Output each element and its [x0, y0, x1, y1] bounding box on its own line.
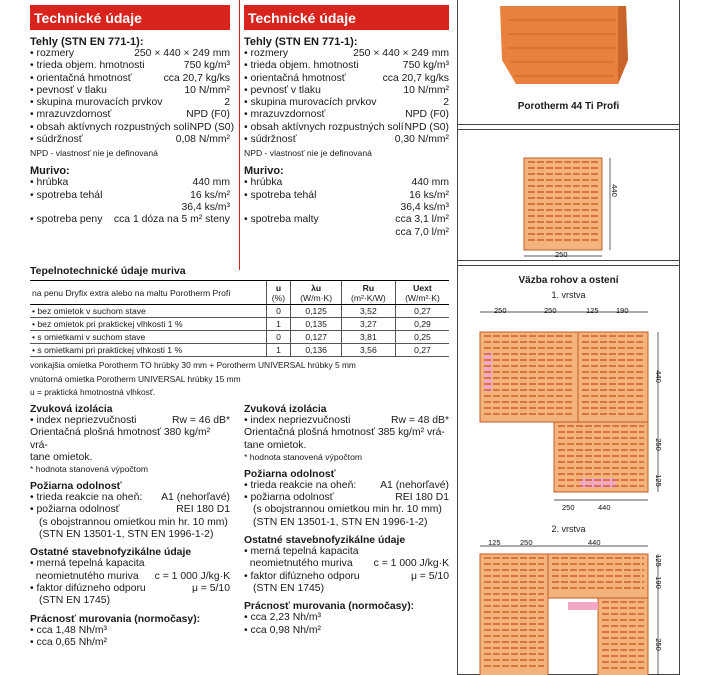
spec-label: • spotreba tehál — [244, 190, 316, 202]
spec-value: REI 180 D1 — [176, 504, 230, 516]
physics-title: Ostatné stavebnofyzikálne údaje — [30, 547, 192, 559]
spec-value: cca 1 dóza na 5 m² steny — [113, 214, 230, 226]
spec-label: • hrúbka — [244, 177, 282, 189]
bond-title: Väzba rohov a ostení — [518, 275, 619, 286]
spec-value: 0,08 N/mm² — [175, 134, 230, 146]
bricks-list — [244, 48, 449, 146]
spec-value: 36,4 ks/m³ — [400, 201, 449, 213]
thermal-cell: 3,52 — [341, 305, 395, 318]
fire-text: (s obojstrannou omietkou min hr. 10 mm) — [39, 516, 228, 528]
layer1-dim-right: 250 — [653, 438, 663, 451]
thermal-header-row — [30, 281, 449, 305]
thermal-cell: 3,56 — [341, 344, 395, 357]
spec-value: NPD (F0) — [186, 109, 230, 121]
spec-value: A1 (nehorľavé) — [380, 479, 449, 491]
technical-data-column-left — [30, 0, 235, 227]
thermal-col-header — [266, 281, 291, 305]
thermal-cell: 1 — [266, 344, 291, 357]
thermal-cell: 0,27 — [395, 344, 449, 357]
spec-row — [30, 214, 230, 226]
spec-label: • rozmery — [30, 48, 74, 60]
col-symbol: Ru — [362, 282, 375, 293]
spec-row — [244, 214, 449, 226]
thermal-row — [30, 318, 449, 331]
spec-value: Rw = 46 dB* — [171, 415, 230, 426]
spec-label: neomietnutého muriva — [35, 570, 139, 582]
layer1-dim-top: 250 — [494, 306, 507, 315]
spec-value: 250 × 440 × 249 mm — [134, 48, 230, 59]
spec-value: 10 N/mm² — [184, 84, 230, 96]
spec-value: cca 20,7 kg/ks — [382, 72, 449, 84]
masonry-title: Murivo: — [30, 165, 70, 178]
thermal-cell: 0,136 — [291, 344, 341, 357]
brick-drawing — [458, 130, 681, 260]
spec-row — [244, 122, 449, 134]
column-divider — [239, 0, 240, 270]
masonry-list — [30, 177, 230, 226]
layer1-dim-top: 190 — [616, 306, 629, 315]
labour-title: Prácnosť murovania (normočasy): — [30, 613, 201, 625]
thermal-cell: 0,127 — [291, 331, 341, 344]
thermal-cell: 0,125 — [291, 305, 341, 318]
layer2-dim-right: 250 — [653, 638, 663, 651]
spec-label: • hrúbka — [30, 177, 68, 189]
spec-label: • spotreba tehál — [30, 190, 102, 202]
thermal-cell: 3,81 — [341, 331, 395, 344]
spec-row — [244, 227, 449, 239]
spec-label: • obsah aktívnych rozpustných solí — [244, 122, 404, 134]
physics-title: Ostatné stavebnofyzikálne údaje — [244, 535, 406, 547]
spec-value: cca 3,1 l/m² — [395, 214, 449, 226]
spec-row — [244, 73, 449, 85]
spec-value: 16 ks/m² — [190, 189, 230, 201]
spec-row — [30, 73, 230, 85]
spec-row — [244, 612, 449, 624]
thermal-header-label: na penu Dryfix extra alebo na maltu Porotherm Profi — [30, 281, 266, 305]
spec-label: • trieda objem. hmotnosti — [30, 60, 145, 72]
spec-row — [30, 202, 230, 214]
spec-value: 440 mm — [411, 177, 449, 189]
thermal-cell: 0,29 — [395, 318, 449, 331]
lower-column-left — [30, 404, 230, 649]
spec-row — [244, 202, 449, 214]
physics-text: (STN EN 1745) — [253, 582, 325, 594]
spec-row — [30, 558, 230, 570]
spec-label: • cca 1,48 Nh/m³ — [30, 625, 107, 637]
panel-separator — [458, 260, 679, 266]
spec-row — [30, 571, 230, 583]
technical-data-column-right — [244, 0, 449, 239]
acoustic-note: * hodnota stanovená výpočtom — [244, 451, 363, 462]
spec-label: • pevnosť v tlaku — [244, 85, 321, 97]
spec-label: • merná tepelná kapacita — [244, 546, 359, 558]
spec-value: 16 ks/m² — [409, 189, 449, 201]
spec-row — [244, 558, 449, 570]
spec-row — [244, 48, 449, 60]
spec-row — [244, 177, 449, 189]
section-banner — [244, 0, 449, 30]
spec-value: Rw = 48 dB* — [390, 415, 449, 426]
spec-label: neomietnutého muriva — [249, 558, 353, 570]
spec-label: • pevnosť v tlaku — [30, 85, 107, 97]
layer2-dim-top: 250 — [520, 538, 533, 547]
spec-label: • trieda reakcie na oheň: — [244, 480, 356, 492]
spec-row — [30, 415, 230, 427]
acoustic-text: Orientačná plošná hmotnosť 380 kg/m² vrá- — [30, 427, 211, 451]
spec-row — [244, 492, 449, 504]
col-unit: (m²·K/W) — [350, 292, 386, 303]
spec-value: 750 kg/m³ — [402, 60, 449, 72]
spec-row — [244, 571, 449, 583]
spec-label: • orientačná hmotnosť — [30, 73, 132, 85]
thermal-notes — [30, 360, 449, 398]
spec-value: 36,4 ks/m³ — [181, 201, 230, 213]
spec-label — [244, 202, 250, 214]
thermal-row — [30, 344, 449, 357]
spec-row — [30, 134, 230, 146]
layer2-dim-right: 125 — [653, 554, 663, 567]
layer2-drawing — [458, 536, 681, 675]
spec-label: • trieda objem. hmotnosti — [244, 60, 359, 72]
spec-value: μ = 5/10 — [410, 570, 449, 582]
spec-value: 2 — [224, 97, 230, 109]
spec-label: • index nepriezvučnosti — [30, 415, 136, 427]
acoustic-title: Zvuková izolácia — [244, 404, 327, 415]
thermal-row-label: • bez omietok pri praktickej vlhkosti 1 % — [30, 318, 266, 331]
acoustic-text: tane omietok. — [244, 439, 307, 451]
thermal-cell: 0,25 — [395, 331, 449, 344]
thermal-title: Tepelnotechnické údaje muriva — [30, 265, 186, 277]
spec-row — [30, 60, 230, 72]
spec-label: • mrazuvzdornosť — [244, 109, 325, 121]
thermal-note: vonkajšia omietka Porotherm TO hrúbky 30 mm + Porotherm UNIVERSAL hrúbky 5 mm — [30, 360, 356, 370]
spec-value: 440 mm — [192, 177, 230, 189]
spec-row — [30, 121, 235, 134]
spec-value: A1 (nehorľavé) — [161, 492, 230, 504]
spec-label: • obsah aktívnych rozpustných solí — [30, 122, 190, 134]
spec-value: 10 N/mm² — [403, 84, 449, 96]
thermal-cell: 1 — [266, 318, 291, 331]
layer1-dim-bottom: 440 — [598, 503, 611, 512]
spec-row — [244, 85, 449, 97]
thermal-row-label: • s omietkami v suchom stave — [30, 331, 266, 344]
spec-label: • mrazuvzdornosť — [30, 109, 111, 121]
spec-label: • skupina murovacích prvkov — [244, 97, 376, 109]
spec-value: 750 kg/m³ — [183, 60, 230, 72]
col-symbol: λu — [311, 282, 322, 293]
spec-row — [244, 190, 449, 202]
spec-label: • index nepriezvučnosti — [244, 415, 350, 427]
col-unit: (W/m²·K) — [405, 292, 440, 303]
layer1-title: 1. vrstva — [551, 290, 586, 300]
thermal-col-header — [291, 281, 341, 305]
thermal-cell: 3,27 — [341, 318, 395, 331]
spec-row — [30, 109, 230, 121]
spec-row — [30, 48, 230, 60]
thermal-cell: 0 — [266, 331, 291, 344]
col-symbol: u — [275, 282, 282, 293]
thermal-note: u = praktická hmotnostná vlhkosť. — [30, 387, 156, 397]
thermal-col-header — [395, 281, 449, 305]
spec-value: cca 7,0 l/m² — [395, 226, 449, 238]
acoustic-title: Zvuková izolácia — [30, 404, 113, 415]
labour-title: Prácnosť murovania (normočasy): — [244, 601, 415, 613]
spec-row — [244, 415, 449, 427]
layer2-dim-right: 190 — [653, 576, 663, 589]
layer2-dim-top: 440 — [588, 538, 601, 547]
spec-label — [244, 227, 250, 239]
spec-row — [244, 480, 449, 492]
npd-note: NPD - vlastnosť nie je definovaná — [30, 148, 158, 159]
layer2-dim-top: 125 — [488, 538, 501, 547]
spec-label: • faktor difúzneho odporu — [30, 583, 146, 595]
spec-value: μ = 5/10 — [191, 582, 230, 594]
banner-title: Technické údaje — [34, 10, 142, 26]
spec-row — [244, 97, 449, 109]
physics-text: (STN EN 1745) — [39, 595, 111, 607]
spec-value: 2 — [443, 97, 449, 109]
bricks-title: Tehly (STN EN 771-1): — [30, 36, 144, 48]
layer1-dim-right: 440 — [653, 370, 663, 383]
spec-label: • súdržnosť — [30, 134, 83, 146]
acoustic-note: * hodnota stanovená výpočtom — [30, 464, 149, 475]
spec-value: c = 1 000 J/kg·K — [154, 570, 230, 582]
brick-height-label: 440 — [609, 184, 619, 197]
layer1-dim-top: 125 — [586, 306, 599, 315]
fire-title: Požiarna odolnosť — [30, 481, 122, 493]
col-symbol: Uext — [413, 282, 432, 293]
spec-row — [30, 177, 230, 189]
spec-row — [30, 637, 230, 649]
thermal-col-header — [341, 281, 395, 305]
spec-label: • spotreba malty — [244, 214, 319, 226]
layer1-dim-top: 250 — [544, 306, 557, 315]
col-unit: (%) — [271, 292, 286, 303]
spec-label: • faktor difúzneho odporu — [244, 571, 360, 583]
spec-row — [30, 583, 230, 595]
layer1-dim-right: 125 — [653, 474, 663, 487]
thermal-row-label: • s omietkami pri praktickej vlhkosti 1 % — [30, 344, 266, 357]
spec-value: REI 180 D1 — [395, 492, 449, 504]
layer1-dim-bottom: 250 — [562, 503, 575, 512]
spec-value: cca 20,7 kg/ks — [163, 72, 230, 84]
thermal-row — [30, 305, 449, 318]
bricks-title: Tehly (STN EN 771-1): — [244, 36, 358, 48]
acoustic-text: tane omietok. — [30, 451, 93, 463]
spec-row — [30, 97, 230, 109]
spec-value: 250 × 440 × 249 mm — [353, 48, 449, 59]
acoustic-text: Orientačná plošná hmotnosť 385 kg/m² vrá- — [244, 427, 445, 439]
masonry-list — [244, 177, 449, 238]
spec-label: • cca 2,23 Nh/m³ — [244, 612, 321, 624]
npd-note: NPD - vlastnosť nie je definovaná — [244, 148, 372, 159]
col-unit: (W/m·K) — [300, 292, 333, 303]
spec-label: • merná tepelná kapacita — [30, 558, 145, 570]
thermal-row-label: • bez omietok v suchom stave — [30, 305, 266, 318]
fire-text: (s obojstrannou omietkou min hr. 10 mm) — [253, 504, 442, 516]
fire-text: (STN EN 13501-1, STN EN 1996-1-2) — [39, 529, 214, 541]
thermal-cell: 0 — [266, 305, 291, 318]
bricks-list — [30, 48, 235, 146]
layer1-drawing — [458, 300, 681, 510]
thermal-row — [30, 331, 449, 344]
brick-width-label: 250 — [555, 250, 568, 259]
thermal-cell: 0,27 — [395, 305, 449, 318]
layer2-title: 2. vrstva — [551, 524, 586, 534]
spec-label: • požiarna odolnosť — [244, 492, 334, 504]
spec-row — [244, 546, 449, 558]
spec-row — [30, 492, 230, 504]
thermal-data-section — [30, 265, 449, 398]
spec-label: • skupina murovacích prvkov — [30, 97, 162, 109]
spec-row — [30, 190, 230, 202]
spec-label: • požiarna odolnosť — [30, 504, 120, 516]
masonry-title: Murivo: — [244, 165, 284, 178]
section-banner — [30, 0, 230, 30]
spec-value: c = 1 000 J/kg·K — [373, 558, 449, 570]
thermal-cell: 0,135 — [291, 318, 341, 331]
thermal-note: vnútorná omietka Porotherm UNIVERSAL hrúbky 15 mm — [30, 373, 241, 384]
spec-value: NPD (S0) — [404, 121, 449, 133]
spec-label: • rozmery — [244, 48, 288, 60]
spec-row — [244, 134, 449, 146]
spec-label: • orientačná hmotnosť — [244, 73, 346, 85]
spec-row — [244, 60, 449, 72]
fire-text: (STN EN 13501-1, STN EN 1996-1-2) — [253, 516, 428, 528]
spec-label: • cca 0,98 Nh/m² — [244, 625, 321, 637]
spec-row — [30, 625, 230, 637]
product-panel — [457, 0, 680, 675]
fire-title: Požiarna odolnosť — [244, 468, 336, 480]
spec-label: • súdržnosť — [244, 134, 297, 146]
spec-label: • spotreba peny — [30, 214, 102, 226]
spec-row — [244, 625, 449, 637]
spec-value: 0,30 N/mm² — [394, 134, 449, 146]
spec-label — [30, 202, 36, 214]
spec-row — [30, 504, 230, 516]
spec-row — [244, 109, 449, 121]
product-caption: Porotherm 44 Ti Profi — [517, 101, 620, 112]
thermal-table — [30, 280, 449, 357]
spec-label: • trieda reakcie na oheň: — [30, 492, 142, 504]
lower-column-right — [244, 404, 449, 637]
banner-title: Technické údaje — [248, 10, 356, 26]
spec-value: NPD (F0) — [405, 109, 449, 121]
spec-row — [30, 85, 230, 97]
spec-value: NPD (S0) — [189, 121, 235, 133]
spec-label: • cca 0,65 Nh/m² — [30, 637, 107, 649]
